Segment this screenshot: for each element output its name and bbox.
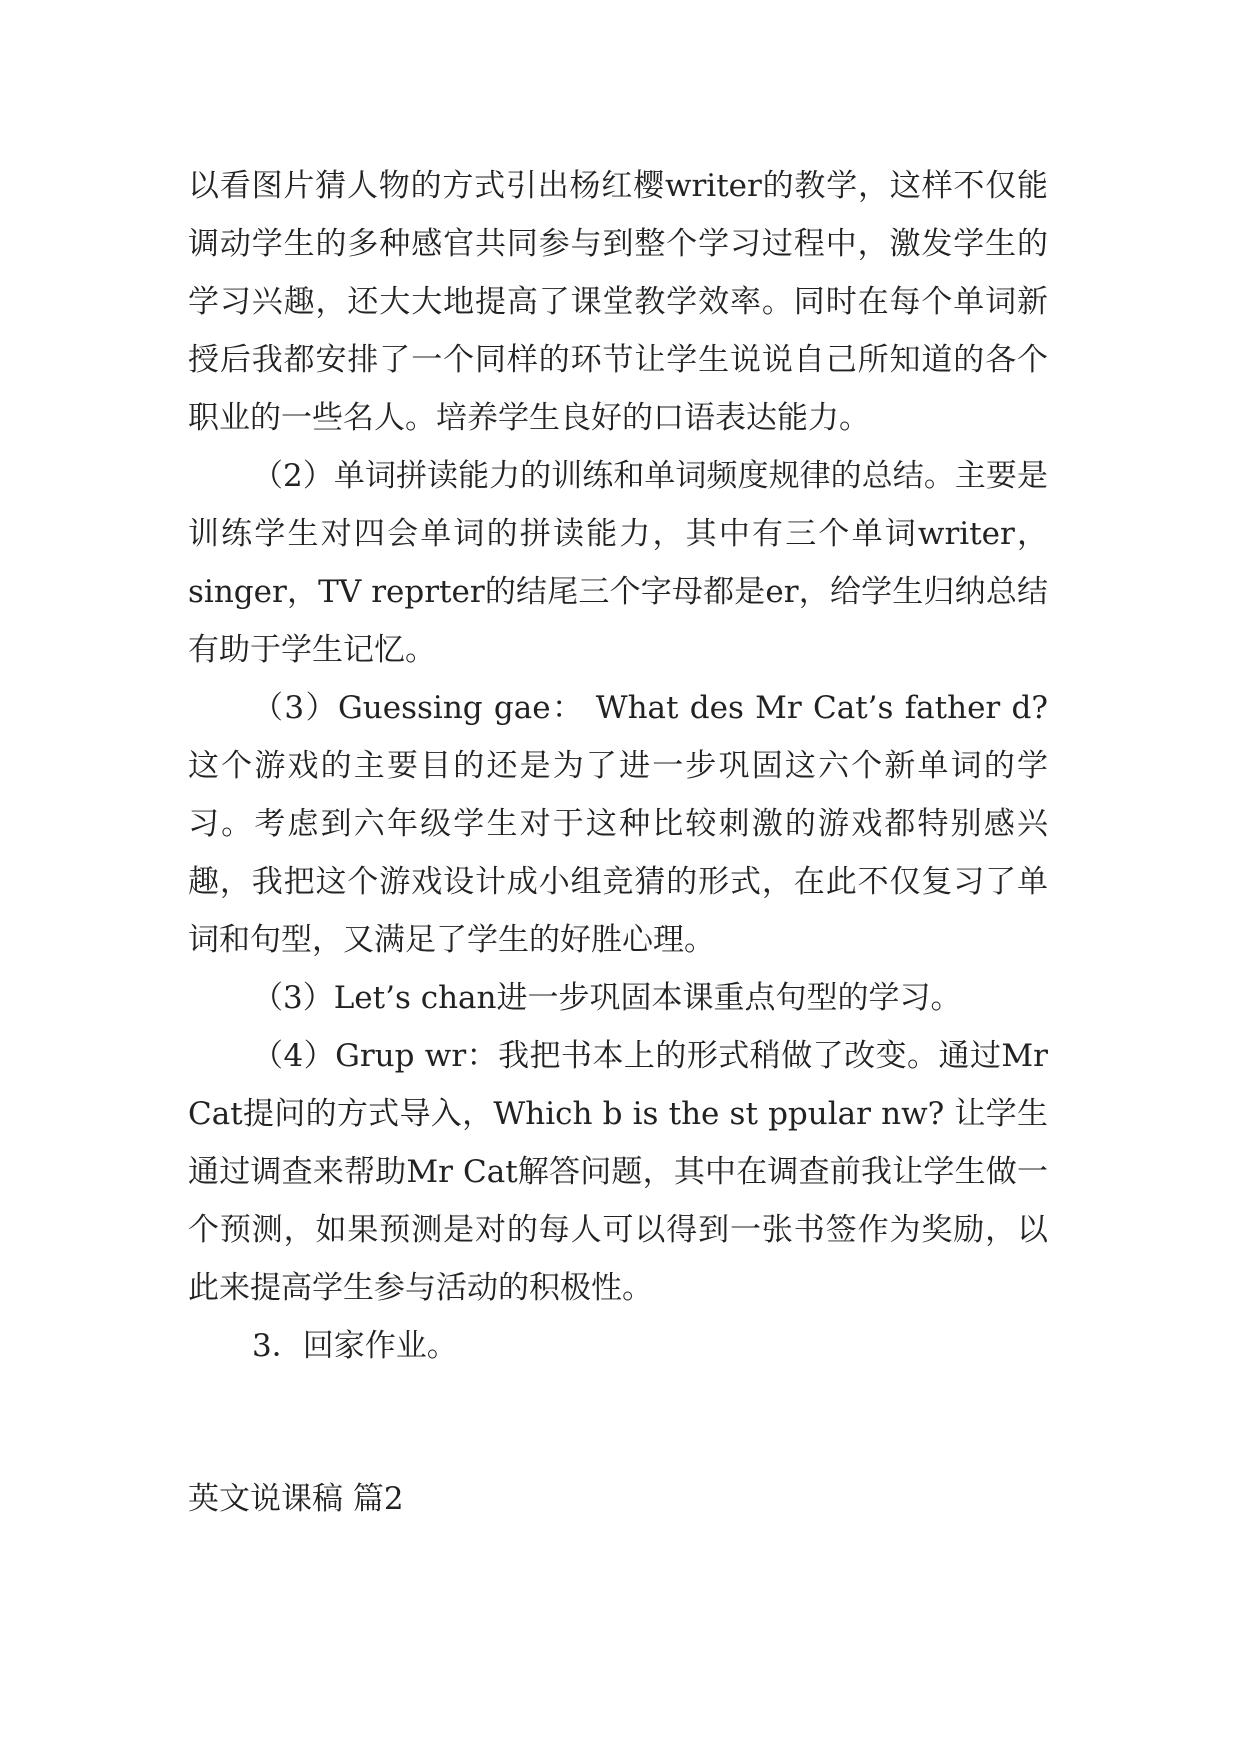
document-body bbox=[188, 157, 1048, 1375]
paragraph-intro: 以看图片猜人物的方式引出杨红樱writer的教学，这样不仅能调动学生的多种感官共同参与到整个学习过程中，激发学生的学习兴趣，还大大地提高了课堂教学效率。同时在每个单词新授后我都安排了一个同样的环节让学生说说自己所知道的各个职业的一些名人。培养学生良好的口语表达能力。 bbox=[188, 168, 1048, 436]
paragraph-item-4-group-work: （4）Grup wr：我把书本上的形式稍做了改变。通过Mr Cat提问的方式导入，Which b is the st ppular nw? 让学生通过调查来帮助Mr Cat解答问题，其中在调查前我让学生做一个预测，如果预测是对的每人可以得到一张书签作为奖励，以此来提高学生参与活动的积极性。 bbox=[188, 1038, 1048, 1306]
paragraph-item-2: （2）单词拼读能力的训练和单词频度规律的总结。主要是训练学生对四会单词的拼读能力，其中有三个单词writer， singer，TV reprter的结尾三个字母都是er，给学生归纳总结有助于学生记忆。 bbox=[188, 458, 1048, 668]
paragraph-item-3-lets-chant: （3）Let’s chan进一步巩固本课重点句型的学习。 bbox=[252, 980, 962, 1016]
paragraph-homework: 3．回家作业。 bbox=[252, 1328, 458, 1364]
section-heading: 英文说课稿 篇2 bbox=[188, 1481, 404, 1517]
paragraph-item-3-guessing-game: （3）Guessing gae： What des Mr Cat’s father d?这个游戏的主要目的还是为了进一步巩固这六个新单词的学习。考虑到六年级学生对于这种比较刺激的游戏都特别感兴趣，我把这个游戏设计成小组竞猜的形式，在此不仅复习了单词和句型，又满足了学生的好胜心理。 bbox=[188, 690, 1048, 958]
